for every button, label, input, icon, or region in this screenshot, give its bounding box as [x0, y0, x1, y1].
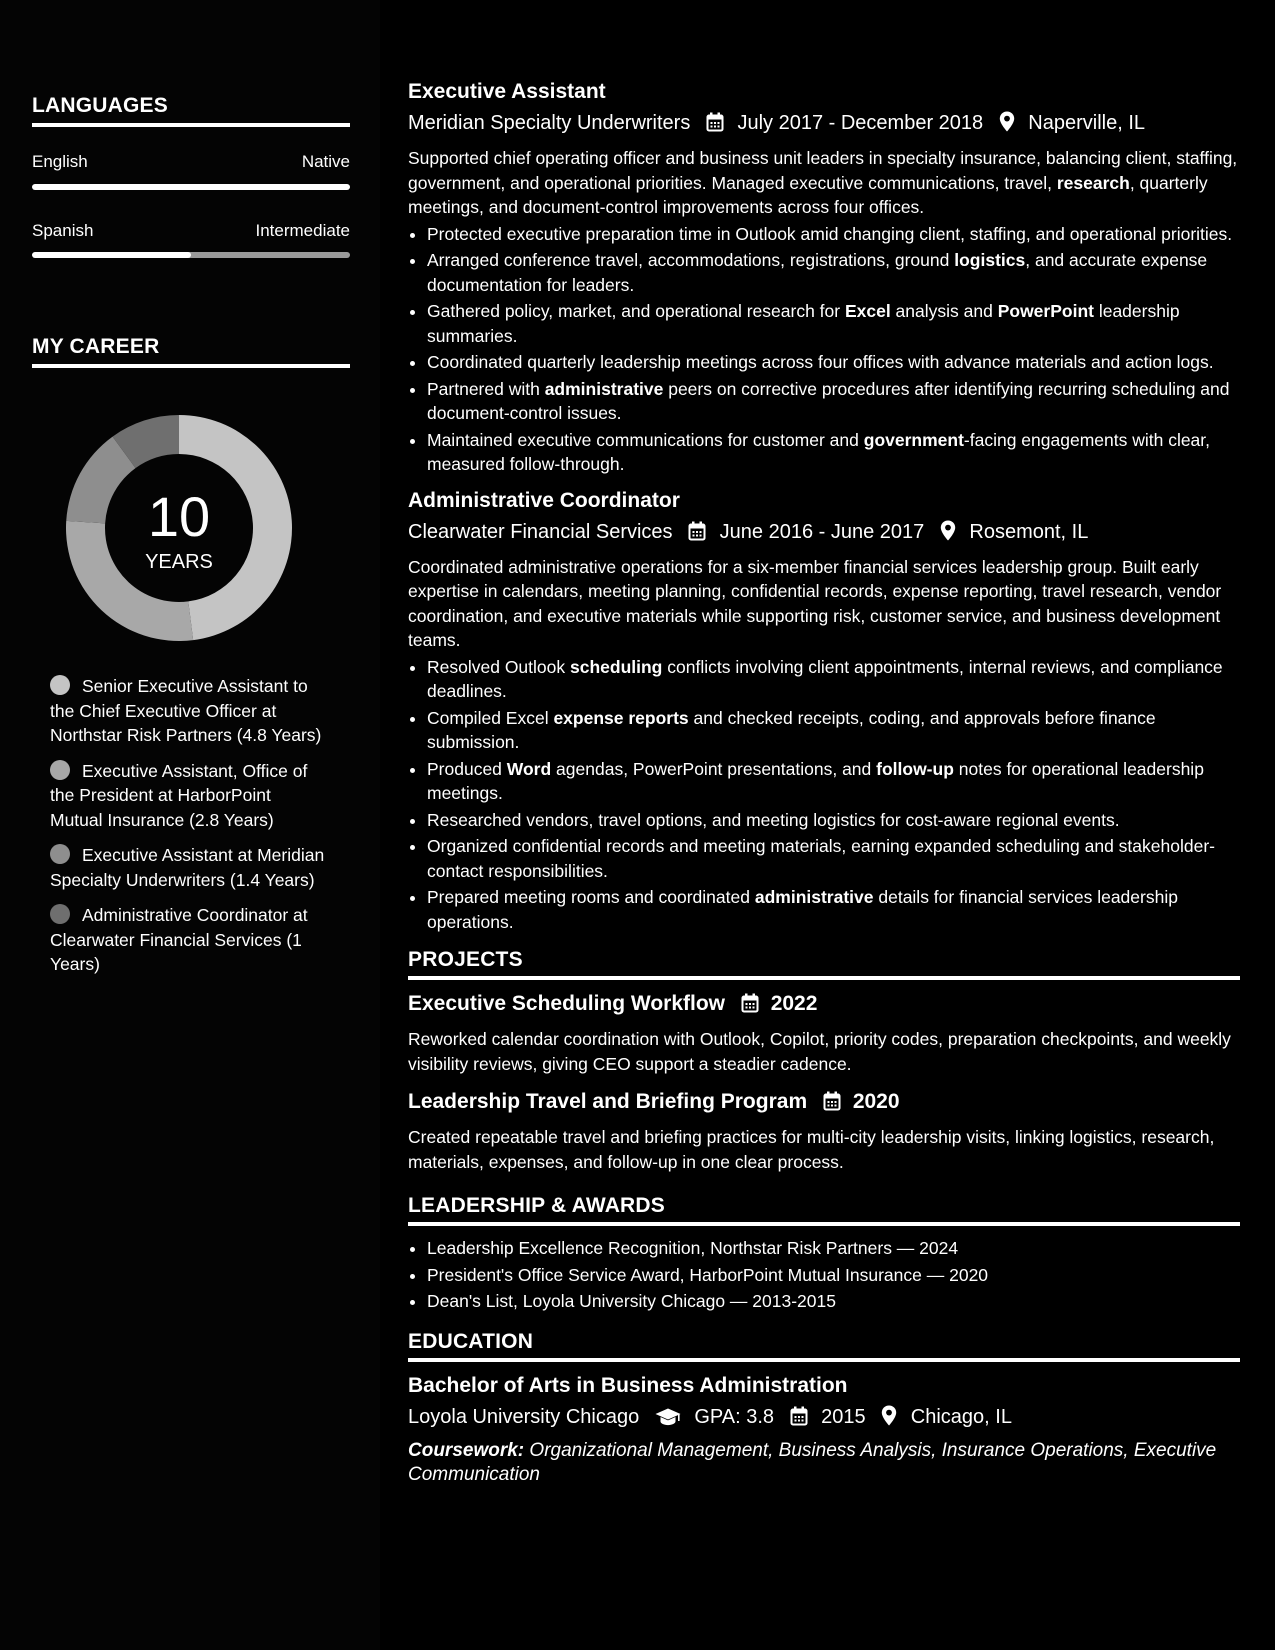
legend-dot — [50, 844, 70, 864]
text-segment: conflicts involving client appointments, internal reviews, and compliance deadlines. — [427, 656, 1223, 701]
bullet-item — [427, 299, 1240, 348]
career-item — [50, 759, 325, 833]
experience-entry — [408, 78, 1240, 477]
legend-dot — [50, 904, 70, 924]
highlight-keyword: Excel — [844, 301, 891, 321]
highlight-keyword: administrative — [544, 378, 664, 399]
text-segment: Coordinated quarterly leadership meetings across four offices with advance materials and action logs. — [427, 352, 1214, 372]
graduation-cap-icon — [655, 1406, 681, 1434]
text-segment: peers on corrective procedures after identifying recurring scheduling and document-control issues. — [427, 378, 1230, 423]
coursework — [408, 1439, 1240, 1488]
calendar-icon — [688, 521, 706, 549]
text-segment: details for financial services leadership operations. — [427, 887, 1178, 932]
text-segment: Coordinated administrative operations for a six-member financial services leadership group. Built early expertise in calendars, meeting planning, confidential records, expense reporting, travel research, vendor coordination, and executive materials while supporting risk, customer service, and business development teams. — [408, 556, 1222, 650]
career-years-unit: YEARS — [145, 551, 213, 573]
career-years-number: 10 — [147, 485, 211, 548]
bullet-item — [427, 248, 1240, 297]
language-bar-spanish — [32, 252, 350, 258]
project-title-line — [408, 1088, 1240, 1119]
career-item — [50, 903, 325, 977]
text-segment: leadership summaries. — [427, 301, 1180, 346]
bullet-item — [427, 655, 1240, 704]
project-entry — [408, 990, 1240, 1076]
text-segment: analysis and — [890, 301, 998, 321]
career-list — [50, 674, 325, 988]
highlight-keyword: government — [863, 429, 964, 450]
gpa: GPA: 3.8 — [694, 1405, 775, 1428]
text-segment: Resolved Outlook — [427, 656, 570, 677]
text-segment: notes for operational leadership meetings. — [427, 758, 1204, 803]
map-pin-icon — [940, 520, 956, 549]
map-pin-icon — [881, 1405, 897, 1434]
project-title: Leadership Travel and Briefing Program — [408, 1090, 808, 1113]
language-bar-fill — [32, 252, 191, 258]
project-description: Reworked calendar coordination with Outlook, Copilot, priority codes, preparation checkpoints, and weekly visibility reviews, giving CEO support a steadier cadence. — [408, 1029, 1231, 1074]
coursework-list: Organizational Management, Business Analysis, Insurance Operations, Executive Communication — [408, 1439, 1217, 1485]
text-segment: and checked receipts, coding, and approvals before finance submission. — [427, 707, 1156, 752]
text-segment: Partnered with — [427, 378, 545, 399]
job-title: Executive Assistant — [408, 80, 606, 103]
job-title: Administrative Coordinator — [408, 488, 680, 512]
text-segment: Gathered policy, market, and operational research for — [427, 301, 845, 321]
languages-heading: LANGUAGES — [32, 94, 350, 127]
text-segment: Compiled Excel — [427, 707, 554, 728]
highlight-keyword: administrative — [754, 887, 874, 907]
highlight-keyword: PowerPoint — [997, 301, 1094, 321]
awards-heading: LEADERSHIP & AWARDS — [408, 1194, 1240, 1226]
award-item: • Leadership Excellence Recognition, Northstar Risk Partners — 2024 — [427, 1236, 1240, 1261]
highlight-keyword: Word — [506, 758, 552, 779]
project-title-line — [408, 990, 1240, 1021]
bullet-item — [427, 377, 1240, 426]
award-item: • Dean's List, Loyola University Chicago — 2013-2015 — [427, 1289, 1240, 1314]
job-meta — [408, 518, 1240, 549]
text-segment: agendas, PowerPoint presentations, and — [551, 758, 877, 779]
job-dates: July 2017 - December 2018 — [737, 112, 984, 134]
main-content — [408, 78, 1240, 1488]
job-meta — [408, 109, 1240, 140]
highlight-keyword: scheduling — [570, 656, 663, 677]
map-pin-icon — [999, 111, 1015, 140]
career-item-text: Executive Assistant at Meridian Specialty Underwriters (1.4 Years) — [50, 845, 325, 890]
degree-title: Bachelor of Arts in Business Administration — [408, 1373, 848, 1397]
highlight-keyword: research — [1056, 172, 1130, 193]
legend-dot — [50, 760, 70, 780]
project-year: 2022 — [770, 992, 818, 1015]
text-segment: Researched vendors, travel options, and meeting logistics for cost-aware regional events. — [427, 809, 1120, 830]
language-row-english — [32, 152, 350, 172]
bullet-item — [427, 808, 1240, 833]
awards-list — [408, 1236, 1240, 1314]
text-segment: Produced — [427, 758, 507, 779]
career-donut-chart — [64, 413, 294, 643]
education-heading: EDUCATION — [408, 1330, 1240, 1362]
career-heading: MY CAREER — [32, 335, 350, 368]
language-name: Spanish — [32, 221, 94, 240]
job-location: Naperville, IL — [1028, 112, 1145, 134]
company-name: Meridian Specialty Underwriters — [408, 112, 691, 134]
career-item-text: Administrative Coordinator at Clearwater Financial Services (1 Years) — [50, 905, 308, 974]
job-location: Rosemont, IL — [969, 520, 1089, 543]
job-summary — [408, 555, 1240, 653]
text-segment: Organized confidential records and meeting materials, earning expanded scheduling and stakeholder-contact responsibilities. — [427, 836, 1215, 881]
career-item — [50, 674, 325, 748]
project-entry — [408, 1088, 1240, 1174]
bullet-item — [427, 706, 1240, 755]
bullet-item — [427, 222, 1240, 247]
calendar-icon — [823, 1091, 841, 1119]
bullet-item — [427, 428, 1240, 477]
sidebar — [0, 0, 380, 1650]
company-name: Clearwater Financial Services — [408, 520, 673, 543]
job-summary — [408, 146, 1240, 220]
career-item-text: Senior Executive Assistant to the Chief Executive Officer at Northstar Risk Partners (4.8 Years) — [50, 676, 322, 745]
text-segment: -facing engagements with clear, measured follow-through. — [427, 429, 1211, 474]
text-segment: , quarterly meetings, and document-control improvements across four offices. — [408, 172, 1208, 217]
language-level: Intermediate — [255, 221, 350, 240]
text-segment: , and accurate expense documentation for leaders. — [427, 250, 1208, 295]
calendar-icon — [790, 1406, 808, 1434]
legend-dot — [50, 675, 70, 695]
highlight-keyword: logistics — [954, 250, 1026, 270]
text-segment: Prepared meeting rooms and coordinated — [427, 887, 755, 907]
education-meta — [408, 1403, 1240, 1434]
coursework-label: Coursework: — [408, 1439, 525, 1461]
text-segment: Supported chief operating officer and business unit leaders in specialty insurance, balancing client, staffing, government, and operational priorities. Managed executive communications, travel, — [408, 148, 1238, 193]
text-segment: Arranged conference travel, accommodations, registrations, ground — [427, 250, 955, 270]
project-year: 2020 — [852, 1090, 900, 1113]
highlight-keyword: expense reports — [553, 707, 689, 728]
highlight-keyword: follow-up — [876, 758, 954, 779]
calendar-icon — [706, 112, 724, 140]
education-entry — [408, 1372, 1240, 1488]
job-bullets — [408, 222, 1240, 477]
award-item: • President's Office Service Award, HarborPoint Mutual Insurance — 2020 — [427, 1263, 1240, 1288]
bullet-item — [427, 350, 1240, 375]
bullet-item — [427, 757, 1240, 806]
language-bar-fill — [32, 184, 350, 190]
calendar-icon — [741, 993, 759, 1021]
experience-entry — [408, 487, 1240, 935]
language-name: English — [32, 152, 88, 171]
job-dates: June 2016 - June 2017 — [719, 520, 925, 543]
bullet-item — [427, 834, 1240, 883]
school-name: Loyola University Chicago — [408, 1405, 640, 1428]
project-title: Executive Scheduling Workflow — [408, 992, 726, 1015]
text-segment: Maintained executive communications for customer and — [427, 429, 864, 450]
career-item-text: Executive Assistant, Office of the President at HarborPoint Mutual Insurance (2.8 Years) — [50, 760, 308, 830]
education-location: Chicago, IL — [910, 1405, 1012, 1428]
project-description: Created repeatable travel and briefing practices for multi-city leadership visits, linking logistics, research, materials, expenses, and follow-up in one clear process. — [408, 1127, 1215, 1172]
language-row-spanish — [32, 221, 350, 241]
bullet-item — [427, 885, 1240, 934]
text-segment: Protected executive preparation time in Outlook amid changing client, staffing, and operational priorities. — [427, 223, 1233, 244]
career-item — [50, 843, 325, 892]
projects-heading: PROJECTS — [408, 948, 1240, 980]
graduation-year: 2015 — [821, 1405, 866, 1428]
language-bar-english — [32, 184, 350, 190]
language-level: Native — [301, 152, 350, 171]
job-bullets — [408, 655, 1240, 935]
